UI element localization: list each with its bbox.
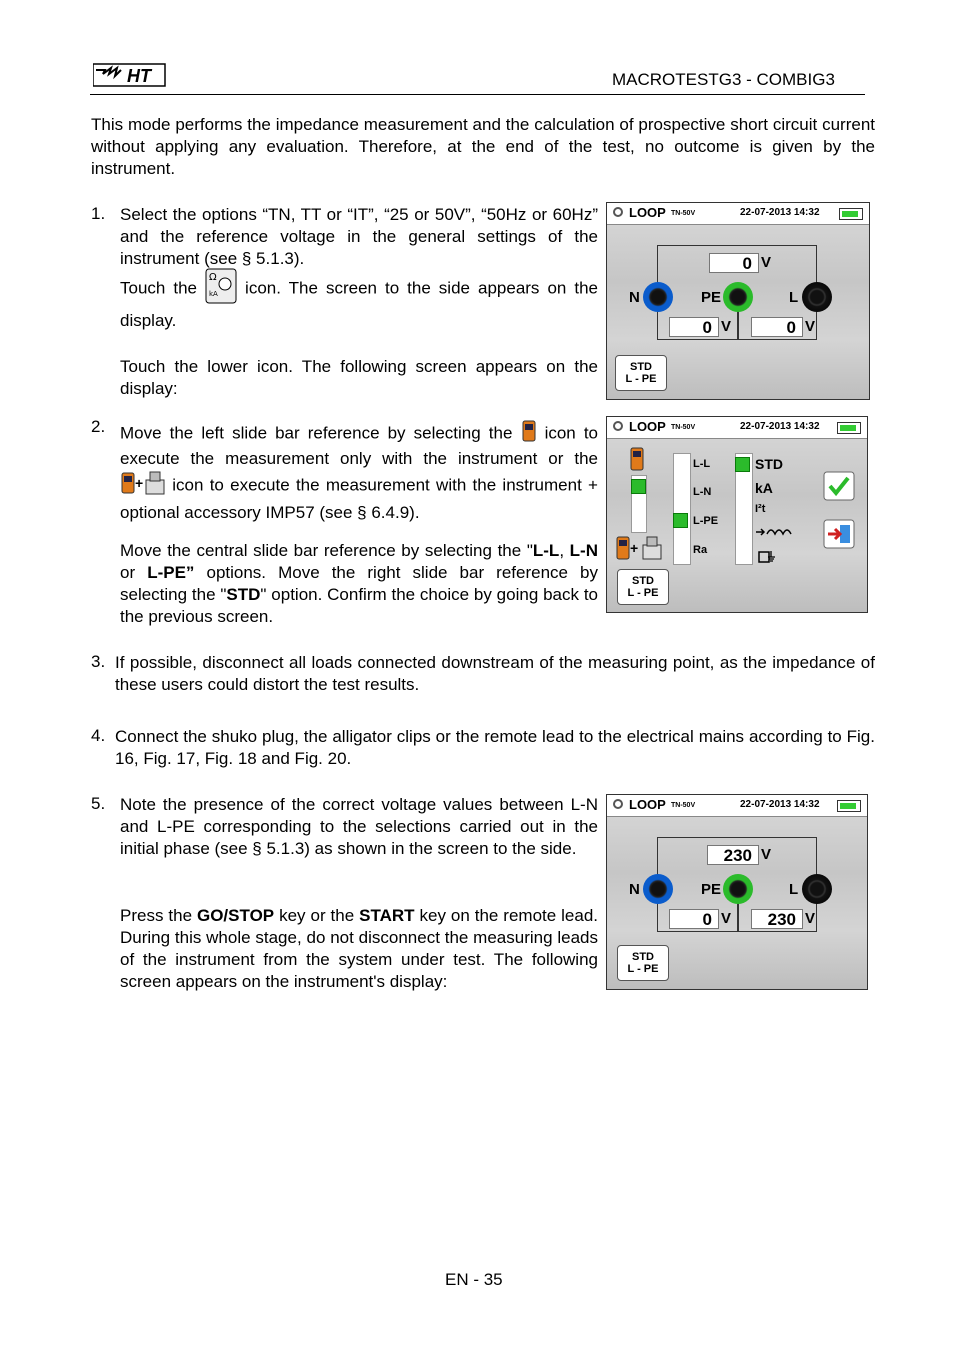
option-i2t-label[interactable]: I²t — [755, 503, 766, 515]
datetime: 22-07-2013 14:32 — [740, 799, 820, 810]
svg-text:Ω: Ω — [209, 272, 217, 283]
voltage-left: 0 — [669, 317, 719, 337]
settings-icon[interactable] — [613, 421, 623, 431]
step-5-text-b3: key on the remote lead. During this whole stage, do not disconnect the measuring leads of the instrument from the system under test. The following screen appears on the instrument's display: — [120, 906, 599, 991]
svg-text:HT: HT — [127, 66, 151, 86]
page-number: EN - 35 — [445, 1270, 503, 1289]
start-key-label: START — [359, 906, 415, 925]
svg-text:+: + — [630, 540, 639, 556]
option-ll-label[interactable]: L-L — [693, 458, 711, 470]
step-5-text-b2: key or the — [279, 906, 355, 925]
step-1-text-b — [120, 268, 598, 332]
step-5-text-b1: Press the — [120, 906, 193, 925]
terminal-n-label: N — [629, 881, 640, 898]
step-1-text-a: Select the options “TN, TT or “IT”, “25 or 50V”, “50Hz or 60Hz” and the reference voltage in the general settings of the instrument (see § 5.1.3). — [120, 205, 598, 268]
step-3-text: If possible, disconnect all loads connected downstream of the measuring point, as the impedance of these users could distort the test results. — [115, 653, 875, 694]
settings-icon[interactable] — [613, 799, 623, 809]
option-ll: L-L — [532, 541, 560, 560]
voltage-top: 230 — [707, 845, 759, 865]
screen-1-topbar — [607, 203, 869, 225]
voltage-top: 0 — [709, 253, 759, 273]
ht-logo — [93, 62, 171, 88]
intro-paragraph: This mode performs the impedance measurement and the calculation of prospective short circuit current without applying any evaluation. Therefore, at the end of the test, no outcome is given by the instrument. — [91, 115, 875, 178]
terminal-l-label: L — [789, 881, 799, 898]
left-slide-cursor[interactable] — [631, 479, 646, 494]
option-lpe-label[interactable]: L-PE — [693, 515, 719, 527]
std-label: STD — [632, 951, 654, 963]
std-label: STD — [632, 575, 654, 587]
terminal-n-label: N — [629, 289, 640, 306]
datetime: 22-07-2013 14:32 — [740, 207, 820, 218]
battery-icon — [837, 800, 861, 812]
step-2-text-a2: icon to execute the measurement only with the instrument or the — [120, 423, 599, 468]
voltage-left: 0 — [669, 909, 719, 929]
instrument-icon[interactable] — [521, 420, 537, 448]
gostop-key-label: GO/STOP — [196, 906, 275, 925]
step-2-comma: , — [559, 541, 565, 560]
device-screen-2 — [606, 416, 868, 613]
step-2-number: 2. — [91, 417, 106, 436]
step-2-text-b3: " option. Confirm the choice by going back to the previous screen. — [120, 585, 599, 626]
lpe-label: L - PE — [625, 373, 657, 385]
terminal-n-icon — [643, 874, 673, 904]
instrument-plus-imp57-select-icon[interactable] — [615, 535, 665, 566]
header-divider — [90, 94, 865, 95]
step-1-text-b2: icon. The screen to the side appears on the display. — [120, 278, 598, 330]
step-5-text-a: Note the presence of the correct voltage values between L-N and L-PE corresponding to the selections carried out in the initial phase (see § 5.1.3) as shown in the screen to the side. — [120, 795, 598, 858]
screen-title: LOOP — [629, 419, 666, 434]
screen-3-topbar — [607, 795, 867, 817]
step-5-text-b — [120, 905, 598, 993]
terminal-l-icon — [802, 874, 832, 904]
lpe-label: L - PE — [627, 963, 659, 975]
step-2-or: or — [120, 563, 136, 582]
battery-icon — [837, 422, 861, 434]
system-mode: TN-50V — [671, 210, 696, 217]
unit-v: V — [721, 910, 732, 927]
unit-v: V — [805, 910, 816, 927]
system-mode: TN-50V — [671, 802, 696, 809]
step-2-text-a1: Move the left slide bar reference by selecting the — [120, 423, 513, 443]
device-screen-3 — [606, 794, 868, 990]
confirm-checkmark-icon[interactable] — [823, 471, 855, 506]
voltage-right: 230 — [751, 909, 803, 929]
right-slide-cursor[interactable] — [735, 457, 750, 472]
option-ka-label[interactable]: kA — [755, 480, 773, 496]
terminal-n-icon — [643, 282, 673, 312]
loop-function-icon[interactable] — [205, 268, 237, 310]
step-2-text-a — [120, 420, 598, 524]
settings-icon[interactable] — [613, 207, 623, 217]
step-4-number: 4. — [91, 726, 106, 745]
battery-icon — [839, 208, 863, 220]
central-slide-bar[interactable] — [673, 453, 691, 565]
document-title: MACROTESTG3 - COMBIG3 — [612, 70, 835, 89]
terminal-l-label: L — [789, 289, 799, 306]
datetime: 22-07-2013 14:32 — [740, 421, 820, 432]
ground-icon[interactable] — [757, 547, 779, 568]
unit-v: V — [761, 254, 772, 271]
option-std: STD — [226, 585, 261, 604]
unit-v: V — [761, 846, 772, 863]
instrument-select-icon[interactable] — [629, 447, 645, 476]
device-screen-1 — [606, 202, 870, 400]
screen-title: LOOP — [629, 797, 666, 812]
unit-v: V — [805, 318, 816, 335]
terminal-pe-icon — [723, 874, 753, 904]
step-4-text: Connect the shuko plug, the alligator clips or the remote lead to the electrical mains according to Fig. 16, Fig. 17, Fig. 18 and Fig. 20. — [115, 727, 875, 768]
step-2-text-a3: icon to execute the measurement with the instrument + optional accessory IMP57 (see § 6.4.9). — [120, 475, 598, 522]
std-label: STD — [630, 361, 652, 373]
terminal-pe-label: PE — [701, 881, 722, 898]
central-slide-cursor[interactable] — [673, 513, 688, 528]
instrument-plus-imp57-icon[interactable] — [120, 470, 166, 502]
step-2-text-b — [120, 540, 598, 628]
std-lpe-button[interactable] — [617, 945, 669, 981]
std-lpe-button[interactable] — [615, 355, 667, 391]
svg-text:kA: kA — [209, 290, 218, 298]
svg-text:+: + — [135, 475, 144, 491]
step-2-text-b1: Move the central slide bar reference by selecting the " — [120, 541, 533, 560]
lpe-label: L - PE — [627, 587, 659, 599]
option-ra-label[interactable]: Ra — [693, 544, 708, 556]
screen-title: LOOP — [629, 205, 666, 220]
step-5-number: 5. — [91, 794, 106, 813]
step-1-text-c: Touch the lower icon. The following screen appears on the display: — [120, 357, 598, 398]
terminal-pe-label: PE — [701, 289, 722, 306]
system-mode: TN-50V — [671, 424, 696, 431]
step-1-number: 1. — [91, 204, 106, 223]
step-2-text-b2: options. Move the right slide bar reference by selecting the " — [120, 563, 598, 604]
terminal-l-icon — [802, 282, 832, 312]
unit-v: V — [721, 318, 732, 335]
voltage-right: 0 — [751, 317, 803, 337]
exit-icon[interactable] — [823, 519, 855, 554]
step-1-text-b1: Touch the — [120, 278, 198, 298]
std-lpe-button[interactable] — [617, 569, 669, 605]
step-3-number: 3. — [91, 652, 106, 671]
option-ln-label[interactable]: L-N — [693, 486, 712, 498]
terminal-pe-icon — [723, 282, 753, 312]
option-ln: L-N — [569, 541, 598, 560]
option-lpe: L-PE” — [147, 563, 195, 582]
option-std-label[interactable]: STD — [755, 456, 783, 472]
screen-2-topbar — [607, 417, 867, 439]
waveform-icon[interactable] — [755, 523, 795, 543]
